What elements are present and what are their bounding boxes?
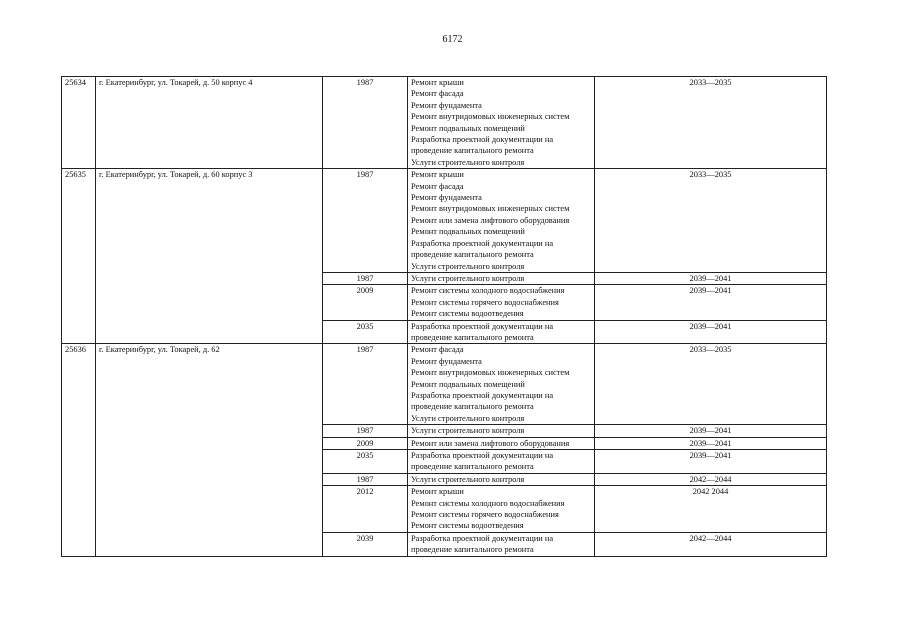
work-item: Ремонт подвальных помещений	[411, 123, 525, 133]
work-item: Ремонт фундамента	[411, 100, 482, 110]
period-cell: 2033—2035	[595, 344, 827, 425]
work-item: Ремонт подвальных помещений	[411, 227, 525, 237]
year-cell: 2012	[323, 486, 408, 533]
period-cell: 2042—2044	[595, 532, 827, 556]
period-cell: 2042—2044	[595, 473, 827, 485]
work-item: Ремонт внутридомовых инженерных систем	[411, 112, 570, 122]
work-item: Ремонт подвальных помещений	[411, 379, 525, 389]
works-cell	[408, 272, 595, 284]
work-item: Ремонт фасада	[411, 345, 464, 355]
work-item: проведение капитального ремонта	[411, 402, 534, 412]
period-cell: 2039—2041	[595, 425, 827, 437]
year-cell: 1987	[323, 473, 408, 485]
page-number: 6172	[442, 34, 463, 45]
record-number-cell: 25635	[62, 169, 96, 344]
work-item: Ремонт крыши	[411, 170, 464, 180]
period-cell: 2039—2041	[595, 285, 827, 320]
work-item: Ремонт внутридомовых инженерных систем	[411, 368, 570, 378]
table-row	[62, 344, 827, 425]
period-cell: 2039—2041	[595, 272, 827, 284]
work-item: Услуги строительного контроля	[411, 413, 525, 423]
year-cell: 1987	[323, 425, 408, 437]
record-number-cell: 25636	[62, 344, 96, 556]
year-cell: 1987	[323, 272, 408, 284]
work-item: проведение капитального ремонта	[411, 250, 534, 260]
works-cell	[408, 486, 595, 533]
work-item: Услуги строительного контроля	[411, 273, 525, 283]
year-cell: 2009	[323, 285, 408, 320]
works-cell	[408, 320, 595, 344]
work-item: Услуги строительного контроля	[411, 474, 525, 484]
work-item: проведение капитального ремонта	[411, 146, 534, 156]
works-cell	[408, 169, 595, 273]
work-item: Разработка проектной документации на	[411, 238, 554, 248]
work-item: Ремонт или замена лифтового оборудования	[411, 438, 570, 448]
table-row	[62, 77, 827, 169]
work-item: Ремонт системы горячего водоснабжения	[411, 297, 559, 307]
period-cell: 2042 2044	[595, 486, 827, 533]
year-cell: 2035	[323, 320, 408, 344]
work-item: Ремонт внутридомовых инженерных систем	[411, 204, 570, 214]
work-item: Ремонт системы горячего водоснабжения	[411, 510, 559, 520]
table-row	[62, 169, 827, 273]
work-item: Ремонт крыши	[411, 487, 464, 497]
work-item: Услуги строительного контроля	[411, 426, 525, 436]
year-cell: 2009	[323, 437, 408, 449]
work-item: проведение капитального ремонта	[411, 332, 534, 342]
address-cell: г. Екатеринбург, ул. Токарей, д. 60 корпус 3	[96, 169, 323, 344]
year-cell: 1987	[323, 169, 408, 273]
work-item: Разработка проектной документации на	[411, 135, 554, 145]
work-item: Ремонт фундамента	[411, 193, 482, 203]
work-item: Разработка проектной документации на	[411, 390, 554, 400]
works-cell	[408, 473, 595, 485]
period-cell: 2039—2041	[595, 450, 827, 474]
work-item: Услуги строительного контроля	[411, 261, 525, 271]
works-cell	[408, 344, 595, 425]
address-cell: г. Екатеринбург, ул. Токарей, д. 50 корпус 4	[96, 77, 323, 169]
year-cell: 1987	[323, 344, 408, 425]
work-item: Ремонт или замена лифтового оборудования	[411, 215, 570, 225]
work-item: Разработка проектной документации на	[411, 533, 554, 543]
work-item: Ремонт фасада	[411, 89, 464, 99]
period-cell: 2039—2041	[595, 320, 827, 344]
work-item: проведение капитального ремонта	[411, 545, 534, 555]
works-cell	[408, 77, 595, 169]
period-cell: 2039—2041	[595, 437, 827, 449]
works-cell	[408, 450, 595, 474]
work-item: Разработка проектной документации на	[411, 321, 554, 331]
repair-schedule-table	[61, 76, 827, 557]
works-cell	[408, 437, 595, 449]
record-number-cell: 25634	[62, 77, 96, 169]
address-cell: г. Екатеринбург, ул. Токарей, д. 62	[96, 344, 323, 556]
work-item: Ремонт системы водоотведения	[411, 521, 524, 531]
work-item: Ремонт крыши	[411, 78, 464, 87]
period-cell: 2033—2035	[595, 77, 827, 169]
period-cell: 2033—2035	[595, 169, 827, 273]
works-cell	[408, 532, 595, 556]
work-item: Ремонт системы водоотведения	[411, 309, 524, 319]
works-cell	[408, 285, 595, 320]
work-item: Разработка проектной документации на	[411, 451, 554, 460]
work-item: Услуги строительного контроля	[411, 157, 525, 167]
work-item: Ремонт фасада	[411, 181, 464, 191]
work-item: проведение капитального ремонта	[411, 462, 534, 472]
works-cell	[408, 425, 595, 437]
work-item: Ремонт системы холодного водоснабжения	[411, 498, 565, 508]
work-item: Ремонт системы холодного водоснабжения	[411, 286, 565, 296]
year-cell: 2039	[323, 532, 408, 556]
year-cell: 2035	[323, 450, 408, 474]
work-item: Ремонт фундамента	[411, 356, 482, 366]
year-cell: 1987	[323, 77, 408, 169]
